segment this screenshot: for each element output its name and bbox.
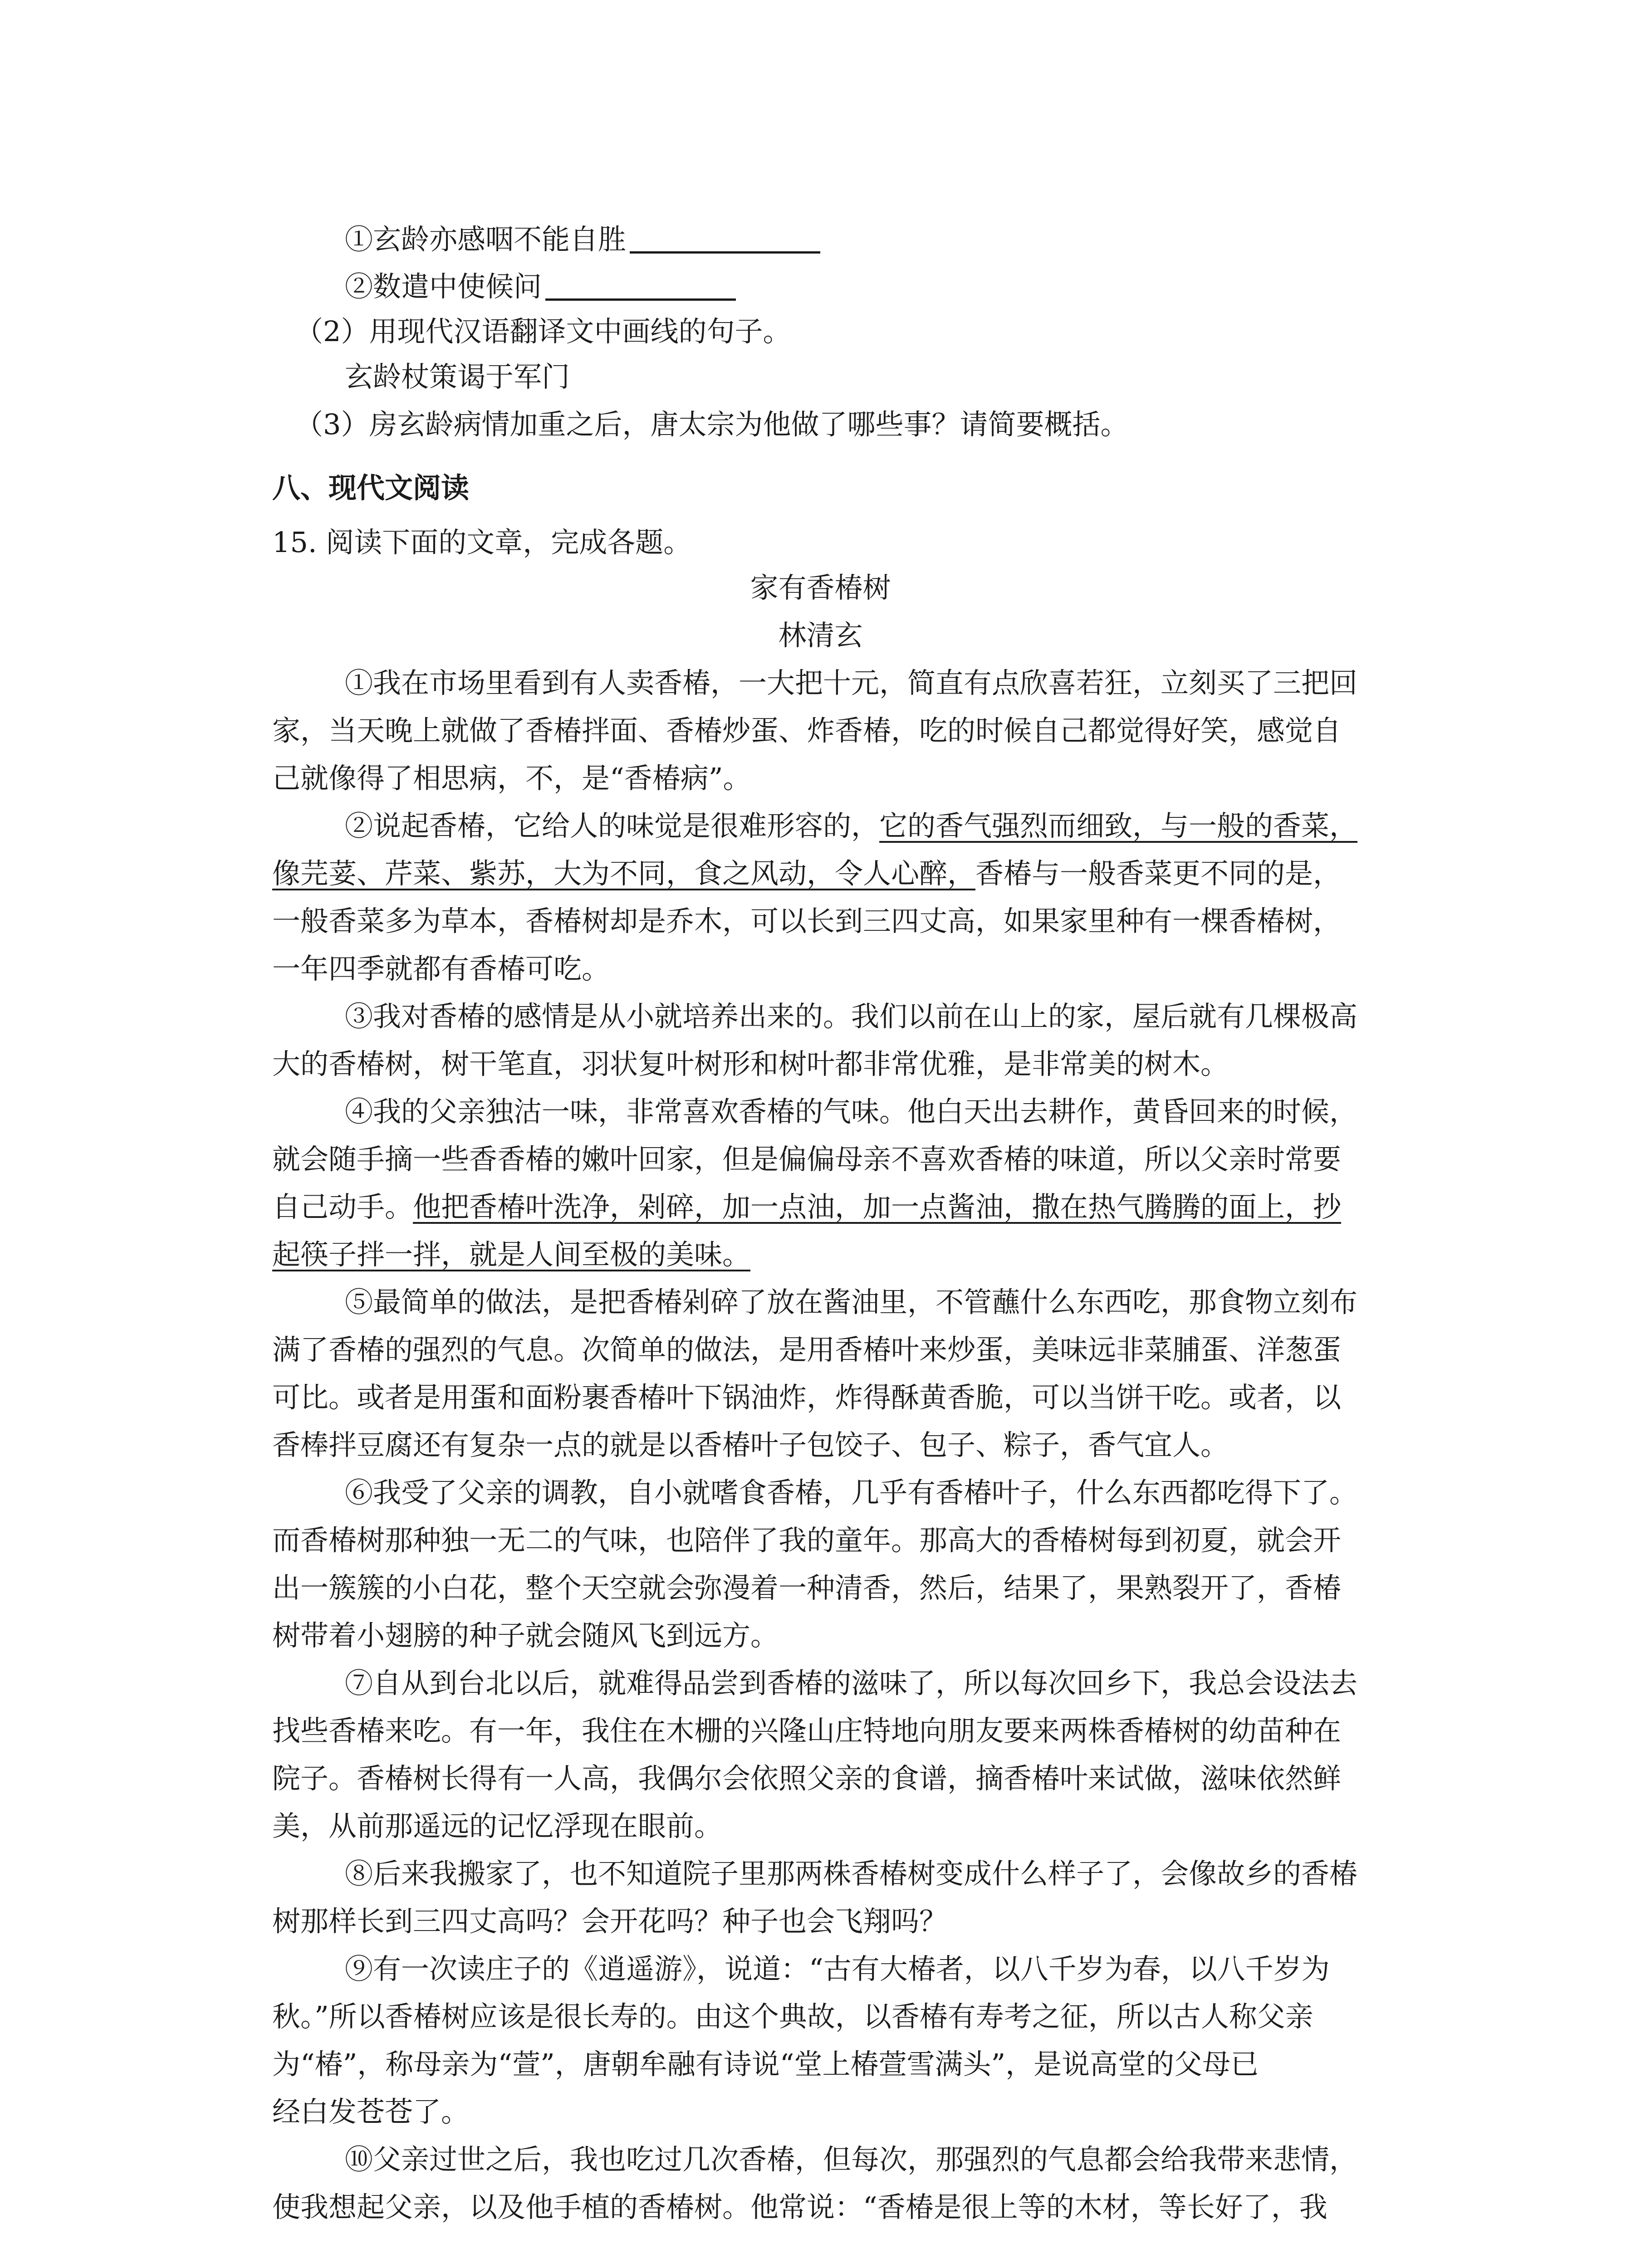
p5-line-2: 满了香椿的强烈的气息。次简单的做法，是用香椿叶来炒蛋，美味远非菜脯蛋、洋葱蛋 bbox=[272, 1333, 1342, 1366]
underlined-sentence-1-cont: 像芫荽、芹菜、紫苏，大为不同，食之风动，令人心醉， bbox=[272, 857, 976, 890]
p1-line-2: 家，当天晚上就做了香椿拌面、香椿炒蛋、炸香椿，吃的时候自己都觉得好笑，感觉自 bbox=[272, 714, 1342, 747]
q14-sub2-sentence: 玄龄杖策谒于军门 bbox=[345, 360, 570, 393]
p6-line-1: ⑥我受了父亲的调教，自小就嗜食香椿，几乎有香椿叶子，什么东西都吃得下了。 bbox=[345, 1476, 1358, 1509]
answer-blank-1[interactable] bbox=[630, 223, 820, 254]
article-title: 家有香椿树 bbox=[750, 571, 891, 604]
q14-item-2: ②数遣中使候问 bbox=[345, 270, 1506, 301]
p8-line-1: ⑧后来我搬家了，也不知道院子里那两株香椿树变成什么样子了，会像故乡的香椿 bbox=[345, 1857, 1358, 1890]
section-heading: 八、现代文阅读 bbox=[272, 471, 470, 504]
q15-prompt: 15. 阅读下面的文章，完成各题。 bbox=[272, 526, 692, 559]
p10-line-1: ⑩父亲过世之后，我也吃过几次香椿，但每次，那强烈的气息都会给我带来悲情， bbox=[345, 2143, 1358, 2176]
q14-sub3: （3）房玄龄病情加重之后，唐太宗为他做了哪些事？请简要概括。 bbox=[295, 408, 1129, 441]
underlined-sentence-1: 它的香气强烈而细致，与一般的香菜， bbox=[879, 809, 1358, 842]
p7-line-1: ⑦自从到台北以后，就难得品尝到香椿的滋味了，所以每次回乡下，我总会设法去 bbox=[345, 1667, 1358, 1700]
p7-line-2: 找些香椿来吃。有一年，我住在木栅的兴隆山庄特地向朋友要来两株香椿树的幼苗种在 bbox=[272, 1714, 1342, 1747]
p2-line-3: 一般香菜多为草本，香椿树却是乔木，可以长到三四丈高，如果家里种有一棵香椿树， bbox=[272, 904, 1342, 938]
p5-line-3: 可比。或者是用蛋和面粉裹香椿叶下锅油炸，炸得酥黄香脆，可以当饼干吃。或者，以 bbox=[272, 1381, 1342, 1414]
p1-line-3: 己就像得了相思病，不，是“香椿病”。 bbox=[272, 762, 751, 795]
p6-line-3: 出一簇簇的小白花，整个天空就会弥漫着一种清香，然后，结果了，果熟裂开了，香椿 bbox=[272, 1571, 1342, 1604]
p2-line-4: 一年四季就都有香椿可吃。 bbox=[272, 952, 610, 985]
p2-line-2: 像芫荽、芹菜、紫苏，大为不同，食之风动，令人心醉，香椿与一般香菜更不同的是， bbox=[272, 857, 1342, 890]
p9-line-2: 秋。”所以香椿树应该是很长寿的。由这个典故，以香椿有寿考之征，所以古人称父亲 bbox=[272, 2000, 1313, 2033]
p9-line-3: 为“椿”，称母亲为“萱”，唐朝牟融有诗说“堂上椿萱雪满头”，是说高堂的父母已 bbox=[272, 2048, 1259, 2081]
underlined-sentence-2: 他把香椿叶洗净，剁碎，加一点油，加一点酱油，撒在热气腾腾的面上，抄 bbox=[413, 1190, 1342, 1223]
p1-line-1: ①我在市场里看到有人卖香椿，一大把十元，简直有点欣喜若狂，立刻买了三把回 bbox=[345, 666, 1358, 699]
underlined-sentence-2-cont: 起筷子拌一拌，就是人间至极的美味。 bbox=[272, 1238, 751, 1271]
p10-line-2: 使我想起父亲，以及他手植的香椿树。他常说：“香椿是很上等的木材，等长好了，我 bbox=[272, 2190, 1327, 2224]
p6-line-4: 树带着小翅膀的种子就会随风飞到远方。 bbox=[272, 1619, 779, 1652]
p5-line-4: 香棒拌豆腐还有复杂一点的就是以香椿叶子包饺子、包子、粽子，香气宜人。 bbox=[272, 1428, 1229, 1461]
p4-line-2: 就会随手摘一些香香椿的嫩叶回家，但是偏偏母亲不喜欢香椿的味道，所以父亲时常要 bbox=[272, 1143, 1342, 1176]
p4-line-3: 自己动手。他把香椿叶洗净，剁碎，加一点油，加一点酱油，撒在热气腾腾的面上，抄 bbox=[272, 1190, 1342, 1223]
q14-sub2: （2）用现代汉语翻译文中画线的句子。 bbox=[295, 315, 791, 348]
p8-line-2: 树那样长到三四丈高吗？会开花吗？种子也会飞翔吗？ bbox=[272, 1905, 948, 1938]
p9-line-1: ⑨有一次读庄子的《逍遥游》，说道：“古有大椿者，以八千岁为春，以八千岁为 bbox=[345, 1952, 1330, 1985]
p4-line-1: ④我的父亲独沽一味，非常喜欢香椿的气味。他白天出去耕作，黄昏回来的时候， bbox=[345, 1095, 1358, 1128]
p4-line-4 bbox=[272, 1238, 1434, 1271]
answer-blank-2[interactable] bbox=[545, 270, 736, 301]
q14-item-1: ①玄龄亦感咽不能自胜 bbox=[345, 223, 1506, 254]
p5-line-1: ⑤最简单的做法，是把香椿剁碎了放在酱油里，不管蘸什么东西吃，那食物立刻布 bbox=[345, 1286, 1358, 1319]
p7-line-4: 美，从前那遥远的记忆浮现在眼前。 bbox=[272, 1809, 723, 1843]
article-author: 林清玄 bbox=[778, 619, 863, 652]
p6-line-2: 而香椿树那种独一无二的气味，也陪伴了我的童年。那高大的香椿树每到初夏，就会开 bbox=[272, 1524, 1342, 1557]
p3-line-1: ③我对香椿的感情是从小就培养出来的。我们以前在山上的家，屋后就有几棵极高 bbox=[345, 1000, 1358, 1033]
p7-line-3: 院子。香椿树长得有一人高，我偶尔会依照父亲的食谱，摘香椿叶来试做，滋味依然鲜 bbox=[272, 1762, 1342, 1795]
p3-line-2: 大的香椿树，树干笔直，羽状复叶树形和树叶都非常优雅，是非常美的树木。 bbox=[272, 1047, 1229, 1080]
p9-line-4: 经白发苍苍了。 bbox=[272, 2095, 470, 2128]
p2-line-1: ②说起香椿，它给人的味觉是很难形容的，它的香气强烈而细致，与一般的香菜， bbox=[345, 809, 1358, 842]
